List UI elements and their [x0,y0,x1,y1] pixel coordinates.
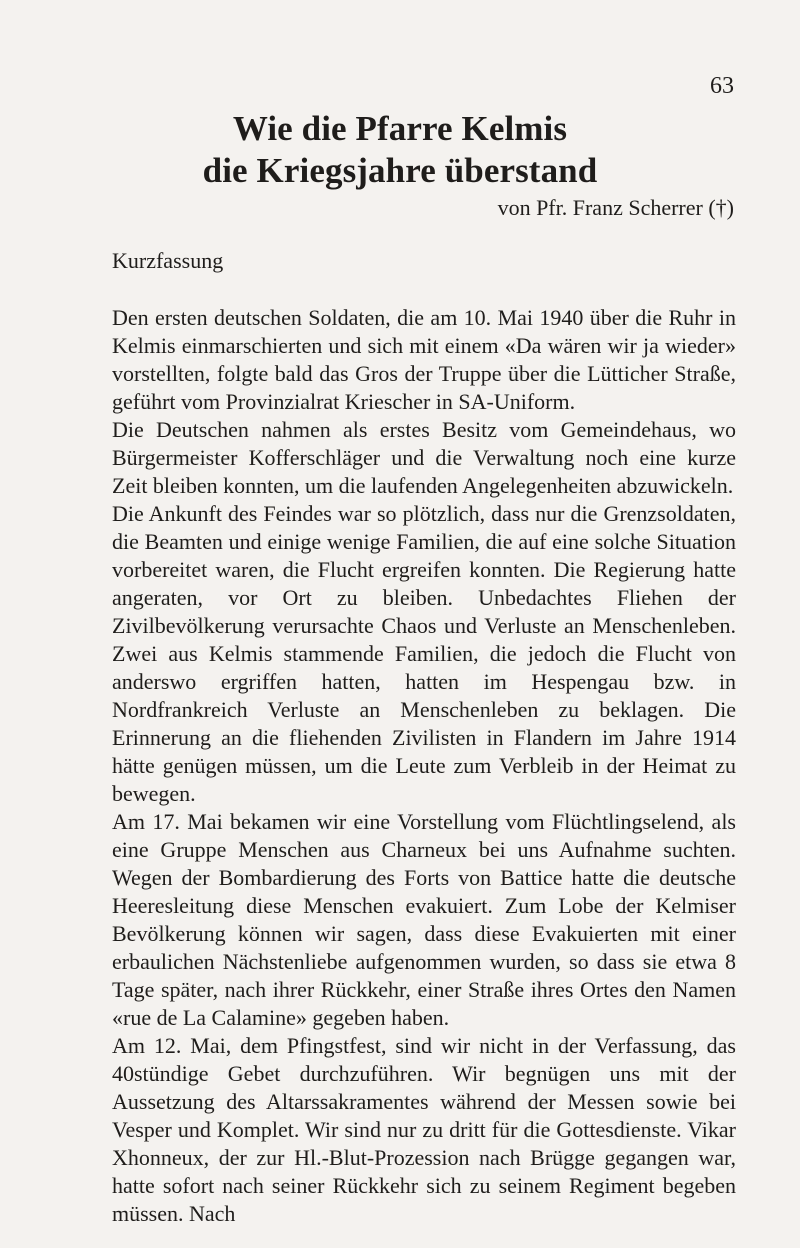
paragraph-4: Am 17. Mai bekamen wir eine Vorstellung vom Flüchtlingselend, als eine Gruppe Menschen aus Charneux bei uns Aufnahme suchten. Wegen der Bombardierung des Forts von Battice hatte die deutsche Heeresleitung diese Menschen evakuiert. Zum Lobe der Kelmiser Bevölkerung können wir sagen, dass diese Evakuierten mit einer erbaulichen Nächstenliebe aufgenommen wurden, so dass sie etwa 8 Tage später, nach ihrer Rückkehr, einer Straße ihres Ortes den Namen «rue de La Calamine» gegeben haben. [112,809,736,1030]
section-label: Kurzfassung [112,248,224,273]
paragraph-3: Die Ankunft des Feindes war so plötzlich, dass nur die Grenzsoldaten, die Beamten und einige wenige Familien, die auf eine solche Situation vorbereitet waren, die Flucht ergreifen konnten. Die Regierung hatte angeraten, vor Ort zu bleiben. Unbedachtes Fliehen der Zivilbevölkerung verursachte Chaos und Verluste an Menschenleben. Zwei aus Kelmis stammende Familien, die jedoch die Flucht von anderswo ergriffen hatten, hatten im Hespengau bzw. in Nordfrankreich Verluste an Menschenleben zu beklagen. Die Erinnerung an die fliehenden Zivilisten in Flandern im Jahre 1914 hätte genügen müssen, um die Leute zum Verbleib in der Heimat zu bewegen. [112,501,736,806]
article-body [112,304,736,1228]
paragraph-5: Am 12. Mai, dem Pfingstfest, sind wir nicht in der Verfassung, das 40stündige Gebet durchzuführen. Wir begnügen uns mit der Aussetzung des Altarssakramentes während der Messen sowie bei Vesper und Komplet. Wir sind nur zu dritt für die Gottesdienste. Vikar Xhonneux, der zur Hl.-Blut-Prozession nach Brügge gegangen war, hatte sofort nach seiner Rückkehr sich zu seinem Regiment begeben müssen. Nach [112,1033,736,1226]
page-number: 63 [710,73,734,99]
paragraph-2: Die Deutschen nahmen als erstes Besitz vom Gemeindehaus, wo Bürgermeister Kofferschläger und die Verwaltung noch eine kurze Zeit bleiben konnten, um die laufenden Angelegenheiten abzuwickeln. [112,417,736,498]
article-title [0,108,800,192]
title-line-2: die Kriegsjahre überstand [202,151,598,190]
title-line-1: Wie die Pfarre Kelmis [232,109,568,148]
paragraph-1: Den ersten deutschen Soldaten, die am 10. Mai 1940 über die Ruhr in Kelmis einmarschierten und sich mit einem «Da wären wir ja wieder» vorstellten, folgte bald das Gros der Truppe über die Lütticher Straße, geführt vom Provinzialrat Kriescher in SA-Uniform. [112,305,736,414]
author-line: von Pfr. Franz Scherrer (†) [497,195,734,220]
